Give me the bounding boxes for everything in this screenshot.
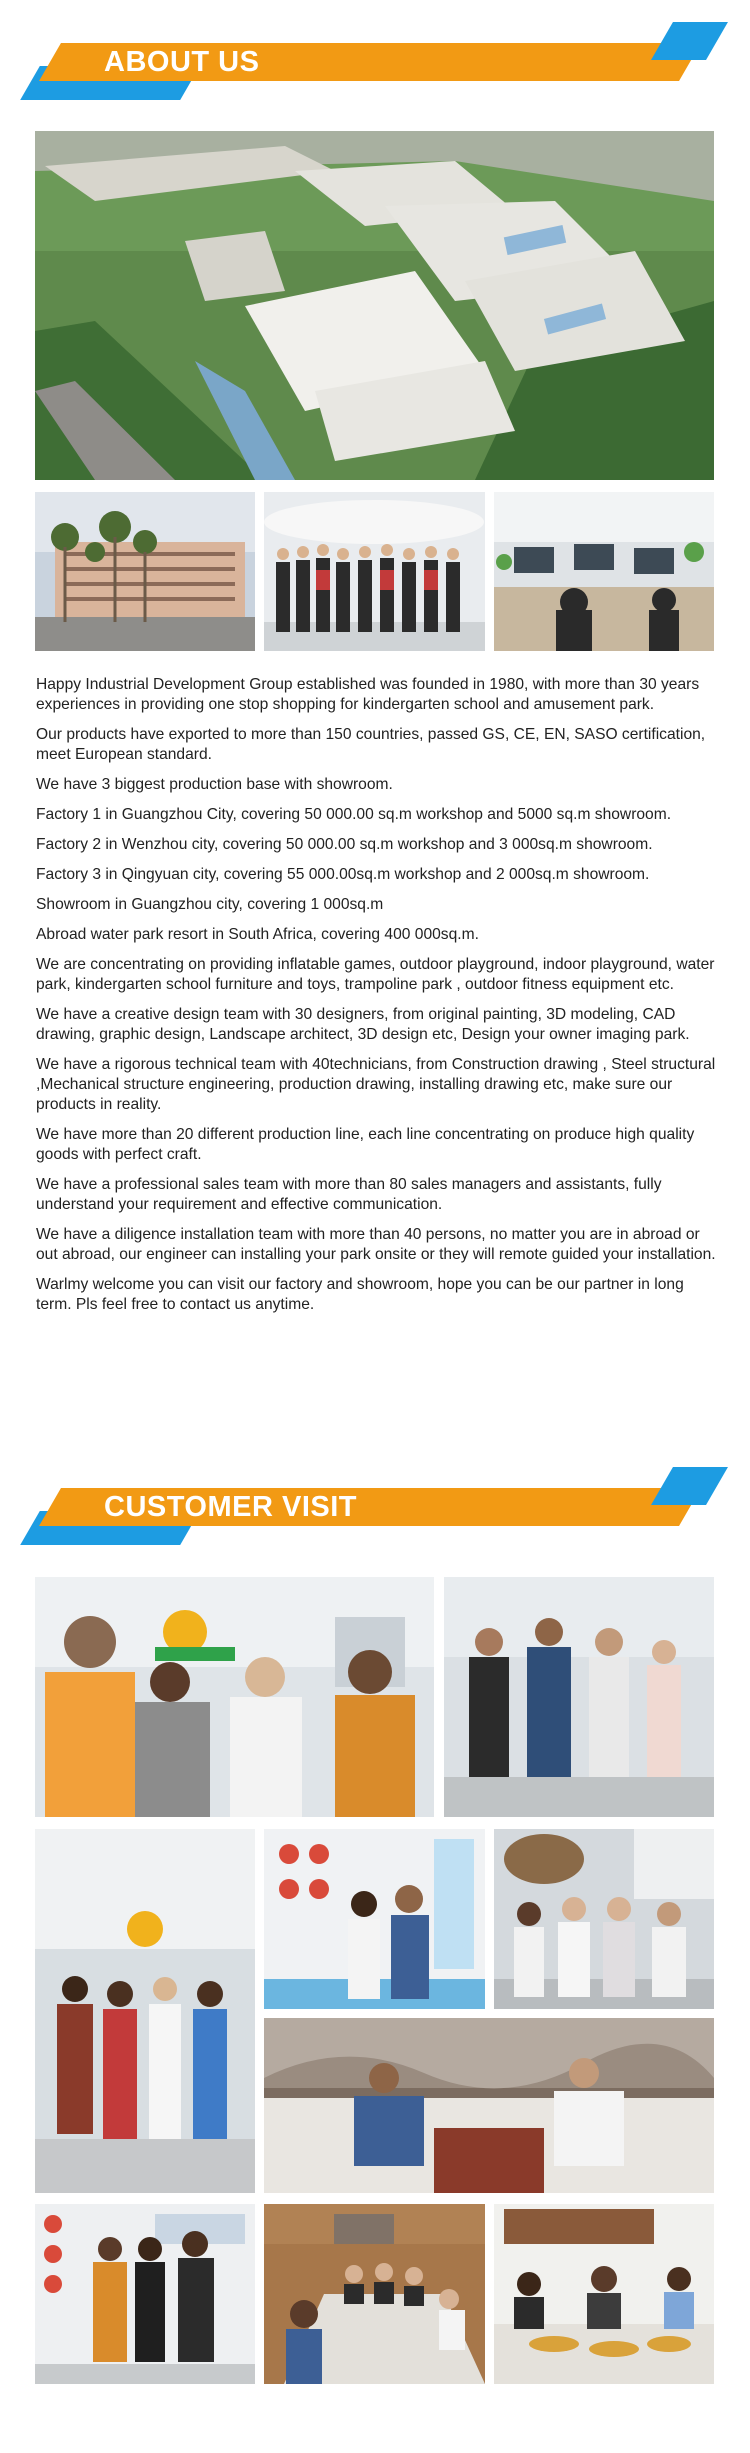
about-paragraph: Our products have exported to more than 150 countries, passed GS, CE, EN, SASO certification, meet European standard. [36, 726, 706, 763]
about-description [36, 675, 716, 1325]
customer-visit-photo [264, 1829, 485, 2009]
team-group-photo [264, 492, 485, 651]
about-paragraph: Factory 1 in Guangzhou City, covering 50 000.00 sq.m workshop and 5000 sq.m showroom. [36, 806, 672, 823]
about-paragraph: Factory 2 in Wenzhou city, covering 50 000.00 sq.m workshop and 3 000sq.m showroom. [36, 836, 653, 853]
about-paragraph: Abroad water park resort in South Africa, covering 400 000sq.m. [36, 926, 479, 943]
customer-visit-banner [0, 1445, 750, 1545]
customer-visit-photo [444, 1577, 714, 1817]
about-paragraph: We have more than 20 different production line, each line concentrating on produce high quality goods with perfect craft. [36, 1126, 695, 1163]
customer-visit-photo [264, 2018, 714, 2193]
about-paragraph: Factory 3 in Qingyuan city, covering 55 000.00sq.m workshop and 2 000sq.m showroom. [36, 866, 650, 883]
about-paragraph: We have 3 biggest production base with showroom. [36, 776, 393, 793]
about-paragraph: Happy Industrial Development Group established was founded in 1980, with more than 30 years experiences in providing one stop shopping for kindergarten school and amusement park. [36, 676, 700, 713]
about-paragraph: We have a diligence installation team with more than 40 persons, no matter you are in abroad or out abroad, our engineer can installing your park onsite or they will remote guided your installation. [36, 1226, 716, 1263]
customer-visit-title: CUSTOMER VISIT [104, 1491, 357, 1523]
about-paragraph: We are concentrating on providing inflatable games, outdoor playground, indoor playground, water park, kindergarten school furniture and toys, trampoline park , outdoor fitness equipment etc. [36, 956, 715, 993]
about-paragraph: We have a creative design team with 30 designers, from original painting, 3D modeling, CAD drawing, graphic design, Landscape architect, 3D design etc, Design your owner imaging park. [36, 1006, 690, 1043]
customer-visit-photo [35, 1577, 434, 1817]
about-paragraph: We have a rigorous technical team with 40technicians, from Construction drawing , Steel structural ,Mechanical structure engineering, production drawing, installing drawing etc, make sure our products in reality. [36, 1056, 716, 1113]
about-paragraph: We have a professional sales team with more than 80 sales managers and assistants, fully understand your requirement and effective communication. [36, 1176, 662, 1213]
factory-aerial-photo [35, 131, 714, 480]
banner-accent-right [651, 1467, 728, 1505]
about-us-title: ABOUT US [104, 46, 260, 78]
about-paragraph: Warlmy welcome you can visit our factory and showroom, hope you can be our partner in long term. Pls feel free to contact us anytime. [36, 1276, 684, 1313]
design-office-photo [494, 492, 714, 651]
customer-visit-photo [264, 2204, 485, 2384]
customer-visit-photo [35, 1829, 255, 2193]
about-us-banner [0, 0, 750, 100]
customer-visit-photo [494, 1829, 714, 2009]
banner-accent-right [651, 22, 728, 60]
about-paragraph: Showroom in Guangzhou city, covering 1 000sq.m [36, 896, 384, 913]
customer-visit-photo [35, 2204, 255, 2384]
office-building-photo [35, 492, 255, 651]
customer-visit-photo [494, 2204, 714, 2384]
